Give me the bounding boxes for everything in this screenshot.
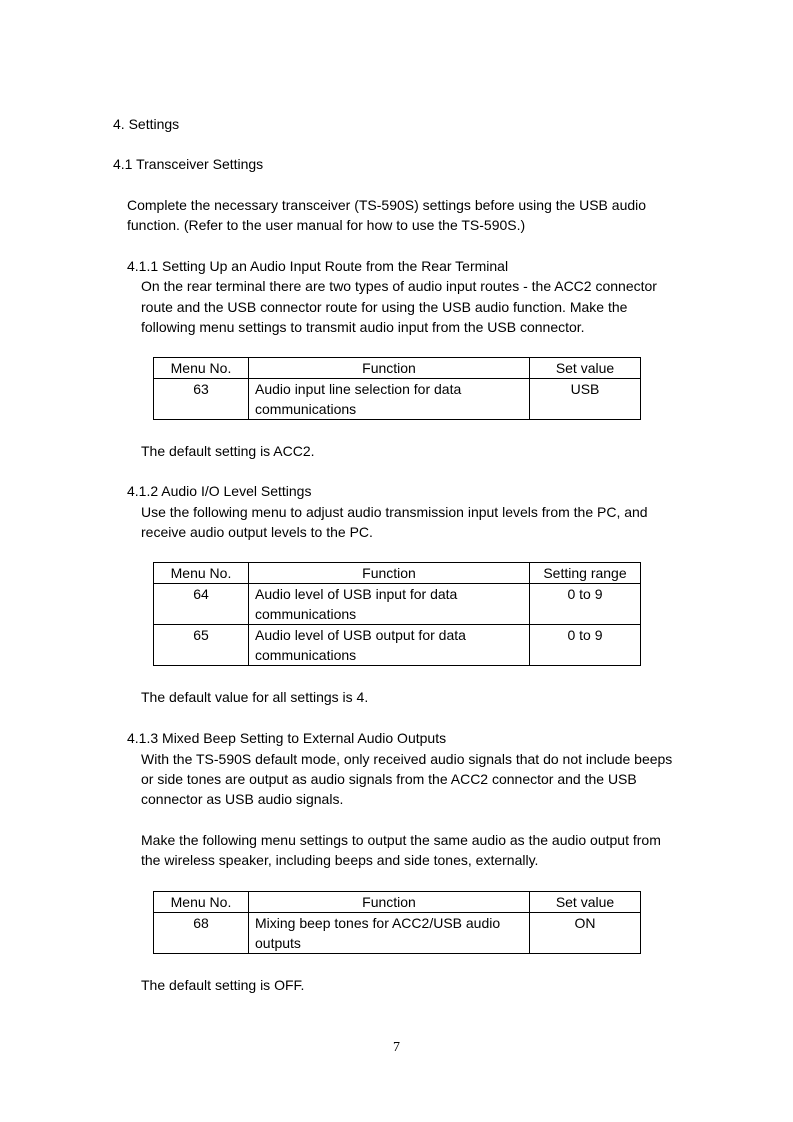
function-text-line: communications [255, 647, 357, 663]
paragraph-line: On the rear terminal there are two types of audio input routes - the ACC2 connector [141, 278, 657, 294]
table-row [154, 625, 641, 666]
section-paragraph [141, 502, 648, 542]
function-text-line: communications [255, 401, 357, 417]
function-cell [249, 584, 530, 625]
column-header-value: Set value [530, 892, 641, 913]
function-cell [249, 379, 530, 420]
column-header-value: Set value [530, 358, 641, 379]
function-text-line: communications [255, 606, 357, 622]
subsection-heading: 4.1 Transceiver Settings [113, 156, 264, 172]
column-header-menu-no: Menu No. [154, 892, 249, 913]
table-header-row [154, 563, 641, 584]
default-note: The default setting is OFF. [141, 977, 305, 993]
menu-settings-table-4-1-2 [153, 562, 641, 666]
value-cell: ON [530, 913, 641, 954]
default-note: The default setting is ACC2. [141, 443, 315, 459]
menu-settings-table-4-1-3 [153, 891, 641, 954]
paragraph-line: route and the USB connector route for using the USB audio function. Make the [141, 298, 628, 315]
function-cell [249, 913, 530, 954]
section-heading: 4. Settings [113, 116, 180, 132]
function-text-line: Audio input line selection for data [255, 381, 462, 397]
page-number: 7 [393, 1040, 400, 1055]
menu-number-cell: 68 [154, 913, 249, 954]
table-row [154, 913, 641, 954]
section-paragraph [141, 749, 672, 809]
function-cell [249, 625, 530, 666]
section-title-4-1-2: 4.1.2 Audio I/O Level Settings [127, 483, 312, 499]
section-paragraph [141, 276, 657, 338]
menu-settings-table-4-1-1 [153, 357, 641, 420]
column-header-menu-no: Menu No. [154, 358, 249, 379]
table-header-row [154, 358, 641, 379]
paragraph-line: receive audio output levels to the PC. [141, 524, 373, 540]
value-cell: 0 to 9 [530, 584, 641, 625]
column-header-function: Function [249, 563, 530, 584]
table-row [154, 584, 641, 625]
function-text-line: Audio level of USB input for data [255, 586, 458, 602]
default-note: The default value for all settings is 4. [141, 689, 369, 705]
section-title-4-1-3: 4.1.3 Mixed Beep Setting to External Audio Outputs [127, 730, 447, 746]
column-header-menu-no: Menu No. [154, 563, 249, 584]
column-header-setting-range: Setting range [530, 563, 641, 584]
menu-number-cell: 65 [154, 625, 249, 666]
column-header-function: Function [249, 892, 530, 913]
column-header-function: Function [249, 358, 530, 379]
value-cell: 0 to 9 [530, 625, 641, 666]
paragraph-line: Make the following menu settings to output the same audio as the audio output from [141, 832, 661, 848]
paragraph-line: With the TS-590S default mode, only received audio signals that do not include beeps [141, 751, 673, 767]
intro-line: function. (Refer to the user manual for how to use the TS-590S.) [127, 217, 526, 233]
paragraph-line: connector as USB audio signals. [141, 791, 344, 807]
section-title-4-1-1: 4.1.1 Setting Up an Audio Input Route from the Rear Terminal [127, 258, 509, 274]
intro-paragraph [127, 195, 646, 235]
table-header-row [154, 892, 641, 913]
paragraph-line: the wireless speaker, including beeps and side tones, externally. [141, 852, 539, 868]
value-cell: USB [530, 379, 641, 420]
intro-line: Complete the necessary transceiver (TS-590S) settings before using the USB audio [127, 197, 647, 213]
paragraph-line: Use the following menu to adjust audio transmission input levels from the PC, and [141, 504, 648, 520]
table-row [154, 379, 641, 420]
paragraph-line: following menu settings to transmit audio input from the USB connector. [141, 319, 585, 335]
paragraph-line: or side tones are output as audio signals from the ACC2 connector and the USB [141, 771, 637, 787]
function-text-line: outputs [255, 935, 301, 951]
menu-number-cell: 63 [154, 379, 249, 420]
menu-number-cell: 64 [154, 584, 249, 625]
section-paragraph [141, 830, 661, 870]
function-text-line: Audio level of USB output for data [255, 627, 466, 643]
function-text-line: Mixing beep tones for ACC2/USB audio [255, 915, 501, 931]
